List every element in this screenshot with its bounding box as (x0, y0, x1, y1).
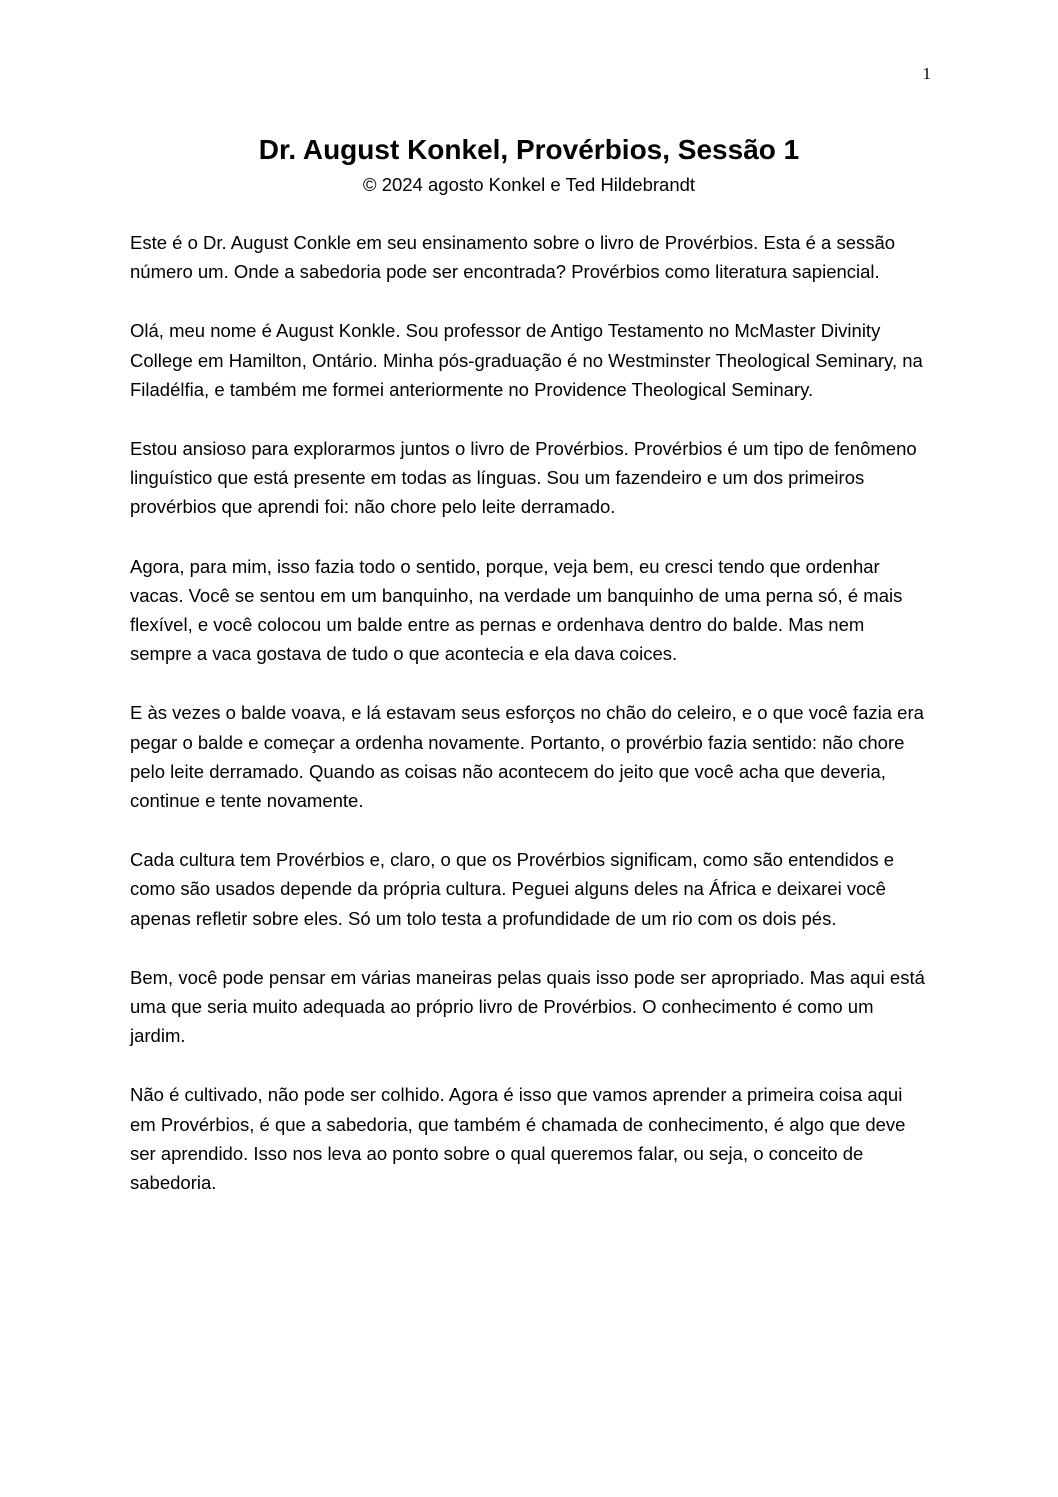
paragraph: Cada cultura tem Provérbios e, claro, o que os Provérbios significam, como são entendidos e como são usados depende da própria cultura. Peguei alguns deles na África e deixarei você apenas refletir sobre eles. Só um tolo testa a profundidade de um rio com os dois pés. (130, 849, 895, 929)
paragraph: E às vezes o balde voava, e lá estavam seus esforços no chão do celeiro, e o que você fazia era pegar o balde e começar a ordenha novamente. Portanto, o provérbio fazia sentido: não chore pelo leite derramado. Quando as coisas não acontecem do jeito que você acha que deveria, continue e tente novamente. (130, 702, 924, 812)
document-title: Dr. August Konkel, Provérbios, Sessão 1 (258, 134, 800, 165)
paragraph: Não é cultivado, não pode ser colhido. Agora é isso que vamos aprender a primeira coisa aqui em Provérbios, é que a sabedoria, que também é chamada de conhecimento, é algo que deve ser aprendido. Isso nos leva ao ponto sobre o qual queremos falar, ou seja, o conceito de sabedoria. (130, 1084, 906, 1194)
paragraph: Olá, meu nome é August Konkle. Sou professor de Antigo Testamento no McMaster Divinity College em Hamilton, Ontário. Minha pós-graduação é no Westminster Theological Seminary, na Filadélfia, e também me formei anteriormente no Providence Theological Seminary. (130, 320, 923, 400)
paragraph: Bem, você pode pensar em várias maneiras pelas quais isso pode ser apropriado. Mas aqui está uma que seria muito adequada ao próprio livro de Provérbios. O conhecimento é como um jardim. (130, 966, 925, 1047)
document-body (130, 228, 930, 1227)
copyright-line: © 2024 agosto Konkel e Ted Hildebrandt (362, 174, 696, 195)
paragraph: Agora, para mim, isso fazia todo o sentido, porque, veja bem, eu cresci tendo que ordenhar vacas. Você se sentou em um banquinho, na verdade um banquinho de uma perna só, é mais flexível, e você colocou um balde entre as pernas e ordenhava dentro do balde. Mas nem sempre a vaca gostava de tudo o que acontecia e ela dava coices. (130, 555, 903, 665)
paragraph: Estou ansioso para explorarmos juntos o livro de Provérbios. Provérbios é um tipo de fenômeno linguístico que está presente em todas as línguas. Sou um fazendeiro e um dos primeiros provérbios que aprendi foi: não chore pelo leite derramado. (130, 438, 917, 518)
paragraph: Este é o Dr. August Conkle em seu ensinamento sobre o livro de Provérbios. Esta é a sessão número um. Onde a sabedoria pode ser encontrada? Provérbios como literatura sapiencial. (130, 232, 896, 283)
page-number: 1 (922, 64, 931, 83)
